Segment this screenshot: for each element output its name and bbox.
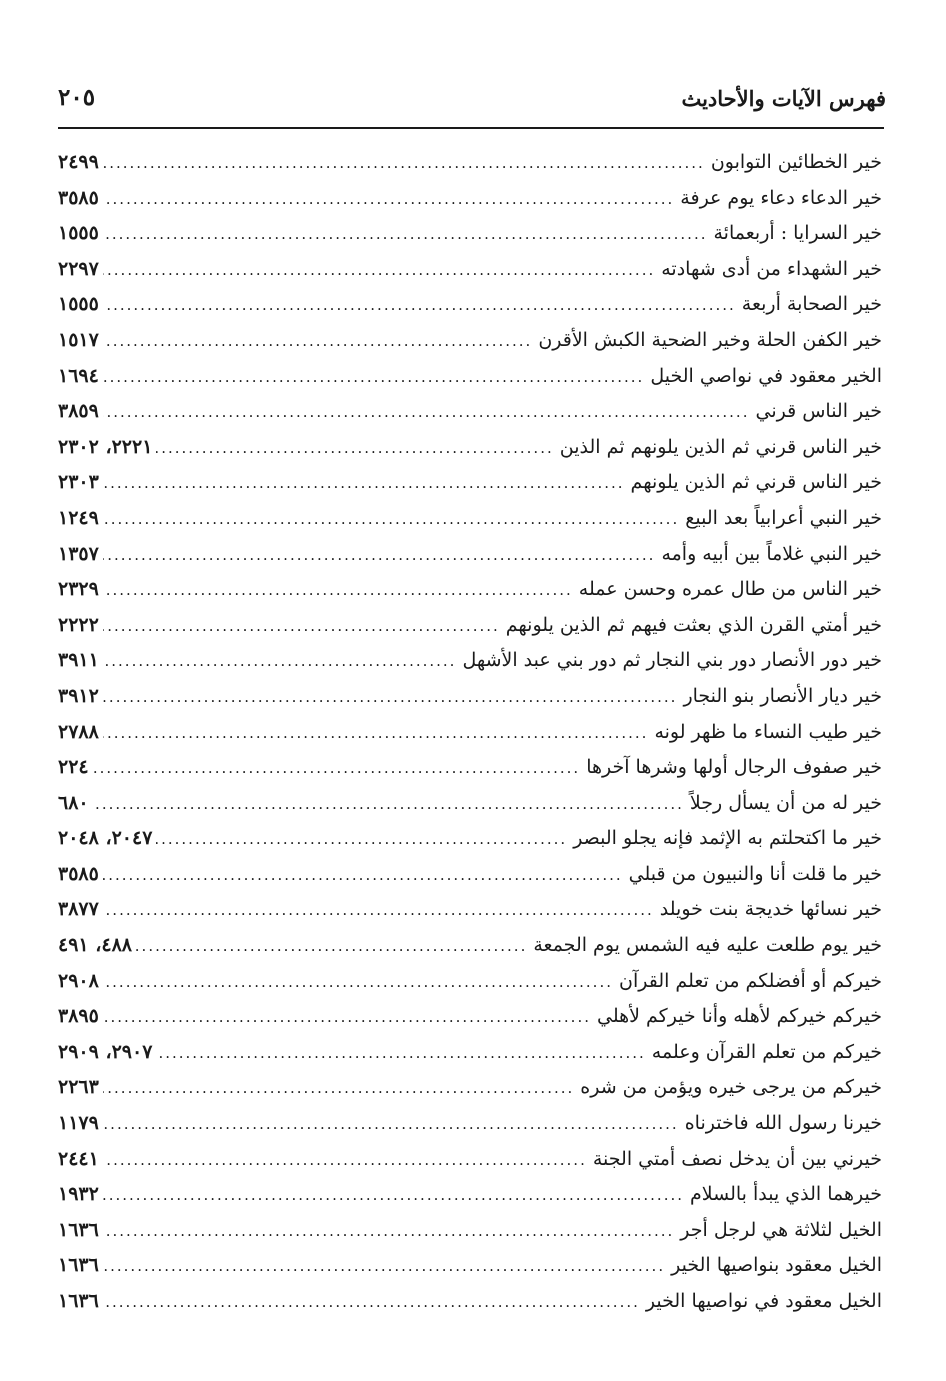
dot-leader [103, 1000, 591, 1036]
dot-leader [103, 1107, 679, 1143]
entry-text: خيركم من يرجى خيره ويؤمن من شره [580, 1076, 882, 1099]
entry-text: خير الناس من طال عمره وحسن عمله [578, 578, 882, 601]
entry-text: خير ما اكتحلتم به الإثمد فإنه يجلو البصر [573, 827, 882, 850]
index-entry [58, 394, 882, 430]
dot-leader [103, 253, 655, 289]
index-entry [58, 750, 882, 786]
running-title: فهرس الآيات والأحاديث [681, 86, 886, 111]
entry-text: الخيل لثلاثة هي لرجل أجر [680, 1218, 882, 1241]
page-number: ٢٠٥ [58, 84, 96, 111]
dot-leader [103, 146, 705, 182]
entry-text: خير دور الأنصار دور بني النجار ثم دور بني عبد الأشهل [462, 649, 882, 672]
index-entry [58, 1177, 882, 1213]
dot-leader [93, 751, 581, 787]
entry-text: خيرني بين أن يدخل نصف أمتي الجنة [592, 1147, 882, 1170]
entry-text: خير الناس قرني [755, 400, 882, 423]
entry-text: خير الناس قرني ثم الذين يلونهم ثم الذين [559, 435, 882, 458]
entry-reference-number: ٢٢٤ [58, 756, 89, 779]
entry-text: خير الدعاء دعاء يوم عرفة [680, 186, 882, 209]
entry-text: خير أمتي القرن الذي بعثت فيهم ثم الذين يلونهم [505, 613, 882, 636]
entry-reference-number: ١٥٥٥ [58, 222, 99, 245]
index-entry [58, 1284, 882, 1320]
index-entry [58, 1070, 882, 1106]
dot-leader [156, 431, 553, 467]
entry-text: خيركم من تعلم القرآن وعلمه [651, 1040, 882, 1063]
entry-reference-number: ٢٢٦٣ [58, 1076, 99, 1099]
index-entry [58, 964, 882, 1000]
dot-leader [103, 893, 654, 929]
dot-leader [103, 288, 736, 324]
dot-leader [103, 324, 533, 360]
index-entry [58, 1106, 882, 1142]
entry-reference-number: ٢٢٢٢ [58, 613, 99, 636]
index-entry [58, 608, 882, 644]
dot-leader [103, 466, 625, 502]
dot-leader [136, 929, 527, 965]
entry-text: خير الصحابة أربعة [741, 293, 882, 316]
entry-text: خيركم خيركم لأهله وأنا خيركم لأهلي [597, 1005, 882, 1028]
entry-reference-number: ١٥٥٥ [58, 293, 99, 316]
entry-reference-number: ٢٣٠٣ [58, 471, 99, 494]
index-entry [58, 643, 882, 679]
index-entry [58, 501, 882, 537]
entry-text: خير النبي غلاماً بين أبيه وأمه [661, 542, 882, 565]
dot-leader [103, 1214, 674, 1250]
page-header [58, 80, 886, 120]
dot-leader [103, 1178, 684, 1214]
dot-leader [103, 182, 674, 218]
entry-text: خير ما قلت أنا والنبيون من قبلي [628, 862, 882, 885]
index-entry [58, 1248, 882, 1284]
index-entry [58, 216, 882, 252]
entry-reference-number: ١٩٣٢ [58, 1183, 99, 1206]
index-entry [58, 715, 882, 751]
header-rule [58, 127, 884, 129]
index-entry [58, 1213, 882, 1249]
index-entry [58, 145, 882, 181]
entry-text: خير الشهداء من أدى شهادته [661, 257, 882, 280]
dot-leader [103, 858, 623, 894]
dot-leader [103, 1071, 574, 1107]
entry-text: الخيل معقود في نواصيها الخير [645, 1290, 882, 1312]
entry-text: الخير معقود في نواصي الخيل [650, 364, 882, 387]
index-entry [58, 181, 882, 217]
entry-reference-number: ١٦٣٦ [58, 1290, 99, 1312]
dot-leader [103, 1285, 640, 1321]
entry-text: خير طيب النساء ما ظهر لونه [654, 720, 882, 743]
entry-reference-number: ٢٤٩٩ [58, 151, 99, 173]
index-entry [58, 287, 882, 323]
dot-leader [93, 787, 684, 823]
index-entry [58, 857, 882, 893]
entry-reference-number: ١٣٥٧ [58, 542, 99, 565]
index-entry [58, 892, 882, 928]
entry-reference-number: ١١٧٩ [58, 1112, 99, 1135]
index-entries [58, 145, 882, 1320]
entry-text: خيرنا رسول الله فاخترناه [684, 1112, 882, 1135]
entry-reference-number: ١٥١٧ [58, 328, 99, 351]
entry-reference-number: ٢٧٨٨ [58, 720, 99, 743]
dot-leader [156, 822, 567, 858]
entry-reference-number: ٣٩١١ [58, 649, 99, 672]
index-entry [58, 999, 882, 1035]
dot-leader [103, 644, 457, 680]
entry-reference-number: ٣٥٨٥ [58, 862, 99, 885]
entry-text: خير ديار الأنصار بنو النجار [683, 684, 882, 707]
entry-text: خيركم أو أفضلكم من تعلم القرآن [619, 969, 882, 992]
entry-text: خير له من أن يسأل رجلاً [689, 791, 882, 814]
entry-reference-number: ٦٨٠ [58, 791, 89, 814]
entry-text: خير النبي أعرابياً بعد البيع [685, 506, 882, 529]
entry-reference-number: ٢٩٠٧، ٢٩٠٩ [58, 1040, 153, 1063]
index-entry [58, 359, 882, 395]
dot-leader [103, 573, 573, 609]
entry-text: خير الخطائين التوابون [710, 151, 882, 173]
dot-leader [103, 360, 645, 396]
entry-reference-number: ٢٣٢٩ [58, 578, 99, 601]
entry-reference-number: ٢٩٠٨ [58, 969, 99, 992]
entry-reference-number: ١٦٣٦ [58, 1254, 99, 1277]
entry-text: الخيل معقود بنواصيها الخير [671, 1254, 882, 1277]
entry-reference-number: ٣٨٥٩ [58, 400, 99, 423]
dot-leader [103, 217, 708, 253]
index-entry [58, 786, 882, 822]
entry-reference-number: ٢٤٤١ [58, 1147, 99, 1170]
index-entry [58, 1035, 882, 1071]
dot-leader [103, 609, 500, 645]
entry-text: خيرهما الذي يبدأ بالسلام [690, 1183, 882, 1206]
entry-reference-number: ٢٢٩٧ [58, 257, 99, 280]
index-entry [58, 465, 882, 501]
entry-text: خير صفوف الرجال أولها وشرها آخرها [586, 756, 882, 779]
entry-reference-number: ٢٢٢١، ٢٣٠٢ [58, 435, 153, 458]
index-entry [58, 679, 882, 715]
dot-leader [103, 502, 679, 538]
dot-leader [103, 395, 750, 431]
dot-leader [103, 1143, 587, 1179]
entry-reference-number: ١٢٤٩ [58, 506, 99, 529]
entry-reference-number: ٣٨٧٧ [58, 898, 99, 921]
entry-text: خير الناس قرني ثم الذين يلونهم [630, 471, 882, 494]
index-entry [58, 928, 882, 964]
index-entry [58, 430, 882, 466]
entry-text: خير يوم طلعت عليه فيه الشمس يوم الجمعة [533, 934, 882, 957]
entry-reference-number: ١٦٩٤ [58, 364, 99, 387]
entry-reference-number: ١٦٣٦ [58, 1218, 99, 1241]
index-entry [58, 252, 882, 288]
entry-text: خير الكفن الحلة وخير الضحية الكبش الأقرن [538, 328, 882, 351]
index-entry [58, 537, 882, 573]
entry-reference-number: ٤٨٨، ٤٩١ [58, 934, 132, 957]
index-entry [58, 1142, 882, 1178]
entry-reference-number: ٣٩١٢ [58, 684, 99, 707]
entry-text: خير السرايا : أربعمائة [713, 222, 882, 245]
entry-reference-number: ٣٥٨٥ [58, 186, 99, 209]
dot-leader [103, 965, 613, 1001]
dot-leader [103, 680, 678, 716]
index-entry [58, 572, 882, 608]
entry-text: خير نسائها خديجة بنت خويلد [659, 898, 882, 921]
dot-leader [156, 1036, 645, 1072]
entry-reference-number: ٣٨٩٥ [58, 1005, 99, 1028]
dot-leader [103, 1249, 665, 1285]
dot-leader [103, 538, 656, 574]
entry-reference-number: ٢٠٤٧، ٢٠٤٨ [58, 827, 153, 850]
index-entry [58, 323, 882, 359]
dot-leader [103, 716, 649, 752]
index-entry [58, 821, 882, 857]
